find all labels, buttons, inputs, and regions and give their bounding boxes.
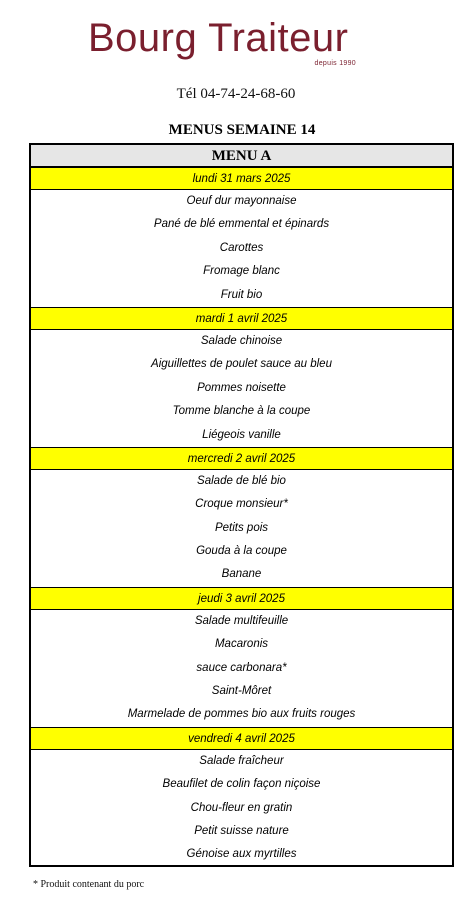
menu-item: Oeuf dur mayonnaise bbox=[186, 195, 297, 207]
day-header: vendredi 4 avril 2025 bbox=[31, 727, 452, 750]
menu-item: Génoise aux myrtilles bbox=[186, 848, 297, 861]
menu-name: MENU A bbox=[31, 145, 452, 167]
menu-item: Liégeois vanille bbox=[202, 428, 281, 441]
day-header: mercredi 2 avril 2025 bbox=[31, 447, 452, 470]
menu-item: Banane bbox=[221, 568, 262, 581]
menu-item: Fruit bio bbox=[220, 288, 263, 301]
menu-item: Saint-Môret bbox=[211, 685, 272, 698]
menu-item: Salade fraîcheur bbox=[199, 754, 284, 767]
day-header: lundi 31 mars 2025 bbox=[31, 167, 452, 190]
menu-item: Macaronis bbox=[214, 638, 269, 651]
footnote: * Produit contenant du porc bbox=[33, 879, 145, 890]
phone-number: Tél 04-74-24-68-60 bbox=[176, 86, 296, 102]
menu-item: Petit suisse nature bbox=[194, 824, 289, 837]
menu-item: Carottes bbox=[219, 241, 264, 254]
day-header: mardi 1 avril 2025 bbox=[31, 307, 452, 330]
menu-item: Beaufilet de colin façon niçoise bbox=[162, 778, 321, 791]
menu-item: Salade multifeuille bbox=[194, 614, 289, 627]
menu-item: Marmelade de pommes bio aux fruits rouges bbox=[127, 708, 356, 721]
menu-item: Fromage blanc bbox=[203, 265, 280, 278]
menu-item: Salade chinoise bbox=[200, 334, 283, 347]
menu-item: sauce carbonara* bbox=[196, 661, 287, 674]
menu-item: Chou-fleur en gratin bbox=[190, 801, 293, 814]
brand-logo bbox=[88, 14, 368, 72]
menu-item: Croque monsieur* bbox=[195, 498, 288, 511]
menu-item: Petits pois bbox=[214, 521, 269, 534]
menu-item: Pommes noisette bbox=[197, 381, 286, 394]
menu-item: Tomme blanche à la coupe bbox=[172, 405, 311, 418]
menu-item: Salade de blé bio bbox=[197, 474, 286, 487]
menu-item: Gouda à la coupe bbox=[196, 545, 287, 558]
logo-tagline: depuis 1990 bbox=[314, 60, 356, 67]
menu-table bbox=[29, 143, 454, 867]
menu-item: Pané de blé emmental et épinards bbox=[153, 218, 330, 231]
day-header: jeudi 3 avril 2025 bbox=[31, 587, 452, 610]
menu-item: Aiguillettes de poulet sauce au bleu bbox=[151, 358, 332, 371]
logo-wordmark: Bourg Traiteur bbox=[88, 16, 349, 60]
page-title: MENUS SEMAINE 14 bbox=[168, 122, 316, 138]
